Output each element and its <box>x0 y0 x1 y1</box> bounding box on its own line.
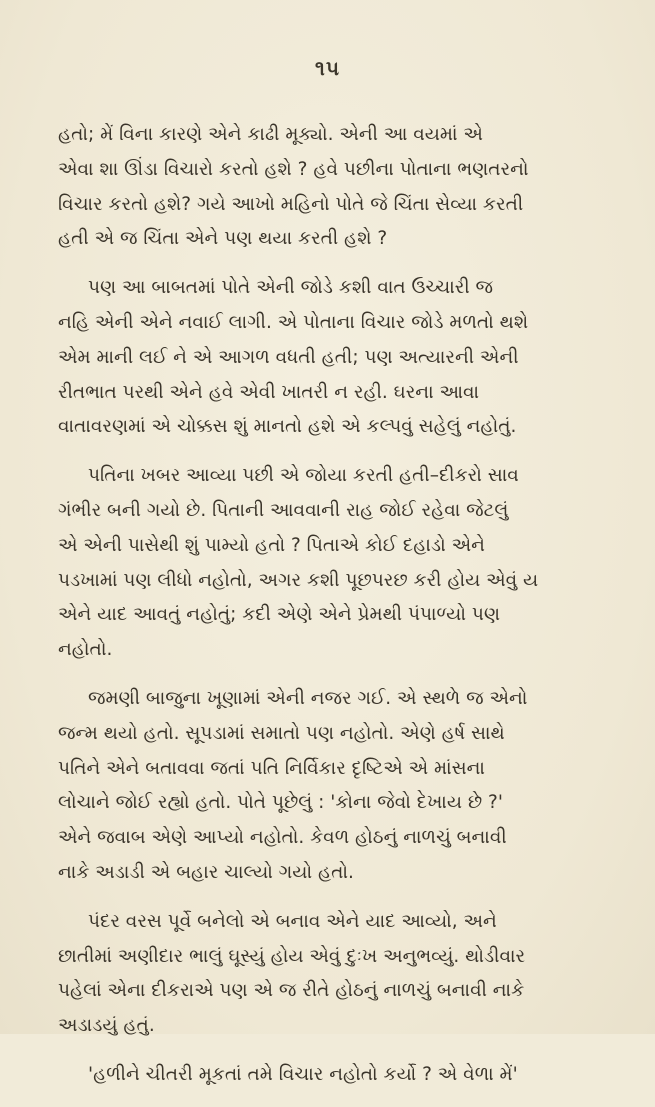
text-line: એવા શા ઊંડા વિચારો કરતો હશે ? હવે પછીના પોતાના ભણતરનો <box>58 158 529 180</box>
text-line: હતી એ જ ચિંતા એને પણ થયા કરતી હશે ? <box>58 228 388 250</box>
text-line: એને જવાબ એણે આપ્યો નહોતો. કેવળ હોઠનું નાળચું બનાવી <box>58 827 507 849</box>
text-line: પહેલાં એના દીકરાએ પણ એ જ રીતે હોઠનું નાળચું બનાવી નાકે <box>58 980 525 1002</box>
paragraph-4 <box>58 682 614 891</box>
paragraph-6 <box>58 1058 614 1093</box>
text-line: પતિને એને બતાવવા જતાં પતિ નિર્વિકાર દૃષ્ટિએ એ માંસના <box>58 757 485 779</box>
paragraph-3 <box>58 459 614 668</box>
page-number: ૧૫ <box>315 56 340 80</box>
text-line: જમણી બાજુના ખૂણામાં એની નજર ગઈ. એ સ્થળે જ એનો <box>88 687 528 709</box>
text-line: હતો; મેં વિના કારણે એને કાઢી મૂક્યો. એની આ વયમાં એ <box>58 124 483 145</box>
text-line: પંદર વરસ પૂર્વે બનેલો એ બનાવ એને યાદ આવ્યો, અને <box>88 910 497 932</box>
text-line: ગંભીર બની ગયો છે. પિતાની આવવાની રાહ જોઈ રહેવા જેટલું <box>58 499 509 521</box>
text-line: એને યાદ આવતું નહોતું; કદી એણે એને પ્રેમથી પંપાળ્યો પણ <box>58 604 500 626</box>
text-line: નહોતો. <box>58 639 113 661</box>
text-line: વાતાવરણમાં એ ચોક્કસ શું માનતો હશે એ કલ્પવું સહેલું નહોતું. <box>58 416 517 438</box>
body-text <box>58 118 614 1107</box>
text-line: પતિના ખબર આવ્યા પછી એ જોયા કરતી હતી–દીકરો સાવ <box>88 465 519 487</box>
text-line: છાતીમાં અણીદાર ભાલું ઘૂસ્યું હોય એવું દુઃખ અનુભવ્યું. થોડીવાર <box>58 945 526 967</box>
text-line: એમ માની લઈ ને એ આગળ વધતી હતી; પણ અત્યારની એની <box>58 346 519 368</box>
text-line: લોચાને જોઈ રહ્યો હતો. પોતે પૂછેલું : 'કોના જેવો દેખાય છે ?' <box>58 792 503 814</box>
paragraph-1 <box>58 118 614 257</box>
text-line: વિચાર કરતો હશે? ગયે આખો મહિનો પોતે જે ચિંતા સેવ્યા કરતી <box>58 193 524 215</box>
text-line: જન્મ થયો હતો. સૂપડામાં સમાતો પણ નહોતો. એણે હર્ષ સાથે <box>58 722 505 744</box>
text-line: એ એની પાસેથી શું પામ્યો હતો ? પિતાએ કોઈ દહાડો એને <box>58 534 485 556</box>
paragraph-5 <box>58 905 614 1044</box>
text-line: નાકે અડાડી એ બહાર ચાલ્યો ગયો હતો. <box>58 861 354 883</box>
text-line: અડાડયું હતું. <box>58 1015 155 1037</box>
paragraph-2 <box>58 271 614 445</box>
text-line: 'હળીને ચીતરી મૂકતાં તમે વિચાર નહોતો કર્યો ? એ વેળા મેં' <box>88 1063 518 1085</box>
text-line: રીતભાત પરથી એને હવે એવી ખાતરી ન રહી. ઘરના આવા <box>58 381 480 403</box>
text-line: પડખામાં પણ લીધો નહોતો, અગર કશી પૂછપરછ કરી હોય એવું ય <box>58 569 539 591</box>
text-line: પણ આ બાબતમાં પોતે એની જોડે કશી વાત ઉચ્ચારી જ <box>88 277 494 299</box>
text-line: નહિ એની એને નવાઈ લાગી. એ પોતાના વિચાર જોડે મળતો થશે <box>58 311 529 333</box>
